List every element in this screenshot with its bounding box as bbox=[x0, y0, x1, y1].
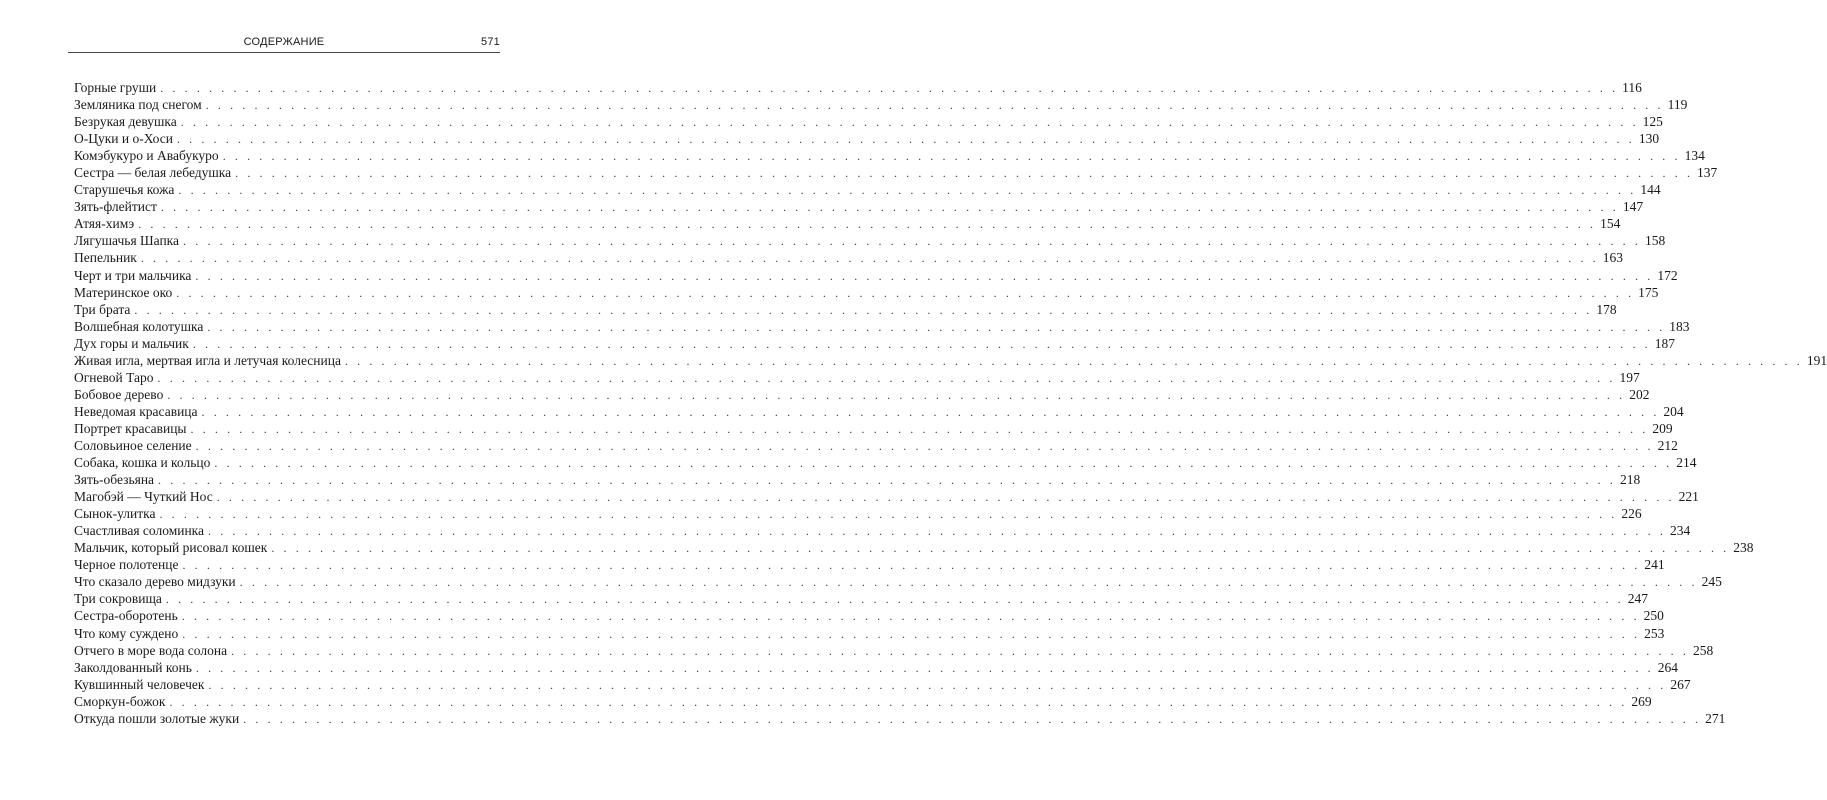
toc-entry-title: Пепельник bbox=[74, 250, 137, 266]
toc-entry bbox=[74, 471, 1641, 488]
toc-entry bbox=[74, 369, 1640, 386]
toc-entry-title: Огневой Таро bbox=[74, 369, 154, 385]
dot-leader: . . . . . . . . . . . . . . . . . . . . . . . . . . . . . . . . . . . . . . . . . . . . . . . . . . . . . . . . . . . . . . . . . . . . . . . . . . . . . . . . . . . . . . . . . . . . . . . . . . . . . . . . . . . . . . . . . . . . . . . . bbox=[344, 353, 1803, 368]
toc-entry bbox=[74, 198, 1644, 215]
dot-leader: . . . . . . . . . . . . . . . . . . . . . . . . . . . . . . . . . . . . . . . . . . . . . . . . . . . . . . . . . . . . . . . . . . . . . . . . . . . . . . . . . . . . . . . . . . . . . . . . . . . . . . . . . . . . . . . . . . . . . . . . bbox=[180, 115, 1639, 130]
toc-entry-title: Сынок-улитка bbox=[74, 506, 156, 522]
toc-entry-title: Сморкун-божок bbox=[74, 693, 166, 709]
toc-entry-page: 191 bbox=[1806, 352, 1827, 368]
toc-entry bbox=[74, 352, 1827, 369]
toc-entry-title: Счастливая соломинка bbox=[74, 523, 205, 539]
toc-entry bbox=[74, 164, 1718, 181]
toc-entry bbox=[74, 130, 1660, 147]
toc-entry bbox=[74, 573, 1722, 590]
running-head bbox=[68, 36, 500, 52]
dot-leader: . . . . . . . . . . . . . . . . . . . . . . . . . . . . . . . . . . . . . . . . . . . . . . . . . . . . . . . . . . . . . . . . . . . . . . . . . . . . . . . . . . . . . . . . . . . . . . . . . . . . . . . . . . . . . . . . . . . . . . . . bbox=[208, 524, 1666, 539]
toc-entry-title: Портрет красавицы bbox=[74, 420, 187, 436]
section-title: СОДЕРЖАНИЕ bbox=[243, 36, 325, 48]
page-number: 571 bbox=[481, 36, 500, 48]
toc-entry-page: 158 bbox=[1644, 233, 1666, 249]
toc-entry-page: 218 bbox=[1619, 472, 1641, 488]
toc-entry-page: 234 bbox=[1669, 523, 1691, 539]
table-of-contents bbox=[74, 79, 1827, 727]
dot-leader: . . . . . . . . . . . . . . . . . . . . . . . . . . . . . . . . . . . . . . . . . . . . . . . . . . . . . . . . . . . . . . . . . . . . . . . . . . . . . . . . . . . . . . . . . . . . . . . . . . . . . . . . . . . . . . . . . . . . . . . . bbox=[157, 370, 1616, 385]
dot-leader: . . . . . . . . . . . . . . . . . . . . . . . . . . . . . . . . . . . . . . . . . . . . . . . . . . . . . . . . . . . . . . . . . . . . . . . . . . . . . . . . . . . . . . . . . . . . . . . . . . . . . . . . . . . . . . . . . . . . . . . . bbox=[192, 336, 1651, 351]
toc-entry-title: Горные груши bbox=[74, 80, 157, 95]
toc-entry bbox=[74, 420, 1673, 437]
toc-entry-page: 245 bbox=[1701, 574, 1722, 590]
dot-leader: . . . . . . . . . . . . . . . . . . . . . . . . . . . . . . . . . . . . . . . . . . . . . . . . . . . . . . . . . . . . . . . . . . . . . . . . . . . . . . . . . . . . . . . . . . . . . . . . . . . . . . . . . . . . . . . . . . . . . . . . bbox=[138, 217, 1597, 232]
toc-entry-title: Мальчик, который рисовал кошек bbox=[74, 540, 268, 556]
toc-entry-title: Черт и три мальчика bbox=[74, 267, 192, 283]
toc-entry-page: 147 bbox=[1622, 199, 1644, 215]
toc-entry bbox=[74, 386, 1650, 403]
dot-leader: . . . . . . . . . . . . . . . . . . . . . . . . . . . . . . . . . . . . . . . . . . . . . . . . . . . . . . . . . . . . . . . . . . . . . . . . . . . . . . . . . . . . . . . . . . . . . . . . . . . . . . . . . . . . . . . . . . . . . . . . bbox=[195, 438, 1654, 453]
toc-entry-title: Атяя-химэ bbox=[74, 216, 135, 232]
toc-entry-page: 116 bbox=[1622, 80, 1642, 95]
toc-entry-title: Сестра — белая лебедушка bbox=[74, 165, 232, 181]
toc-entry-title: Черное полотенце bbox=[74, 557, 179, 573]
toc-entry-page: 226 bbox=[1621, 506, 1642, 522]
dot-leader: . . . . . . . . . . . . . . . . . . . . . . . . . . . . . . . . . . . . . . . . . . . . . . . . . . . . . . . . . . . . . . . . . . . . . . . . . . . . . . . . . . . . . . . . . . . . . . . . . . . . . . . . . . . . . . . . . . . . . . . . bbox=[167, 387, 1626, 402]
dot-leader: . . . . . . . . . . . . . . . . . . . . . . . . . . . . . . . . . . . . . . . . . . . . . . . . . . . . . . . . . . . . . . . . . . . . . . . . . . . . . . . . . . . . . . . . . . . . . . . . . . . . . . . . . . . . . . . . . . . . . . . . bbox=[271, 541, 1730, 556]
toc-entry bbox=[74, 335, 1675, 352]
dot-leader: . . . . . . . . . . . . . . . . . . . . . . . . . . . . . . . . . . . . . . . . . . . . . . . . . . . . . . . . . . . . . . . . . . . . . . . . . . . . . . . . . . . . . . . . . . . . . . . . . . . . . . . . . . . . . . . . . . . . . . . . bbox=[231, 643, 1689, 658]
toc-entry-page: 253 bbox=[1644, 625, 1665, 641]
toc-entry bbox=[74, 181, 1661, 198]
toc-entry-page: 183 bbox=[1669, 318, 1690, 334]
toc-entry bbox=[74, 267, 1678, 284]
toc-entry bbox=[74, 676, 1691, 693]
header-rule bbox=[68, 52, 500, 53]
toc-entry-page: 209 bbox=[1652, 420, 1673, 436]
toc-entry-title: Зять-обезьяна bbox=[74, 472, 155, 488]
dot-leader: . . . . . . . . . . . . . . . . . . . . . . . . . . . . . . . . . . . . . . . . . . . . . . . . . . . . . . . . . . . . . . . . . . . . . . . . . . . . . . . . . . . . . . . . . . . . . . . . . . . . . . . . . . . . . . . . . . . . . . . . bbox=[158, 473, 1616, 488]
toc-entry-title: Комэбукуро и Авабукуро bbox=[74, 148, 219, 164]
toc-entry-page: 214 bbox=[1676, 455, 1697, 471]
dot-leader: . . . . . . . . . . . . . . . . . . . . . . . . . . . . . . . . . . . . . . . . . . . . . . . . . . . . . . . . . . . . . . . . . . . . . . . . . . . . . . . . . . . . . . . . . . . . . . . . . . . . . . . . . . . . . . . . . . . . . . . . bbox=[205, 98, 1664, 113]
toc-entry bbox=[74, 693, 1652, 710]
toc-entry-title: Собака, кошка и кольцо bbox=[74, 455, 211, 471]
dot-leader: . . . . . . . . . . . . . . . . . . . . . . . . . . . . . . . . . . . . . . . . . . . . . . . . . . . . . . . . . . . . . . . . . . . . . . . . . . . . . . . . . . . . . . . . . . . . . . . . . . . . . . . . . . . . . . . . . . . . . . . . bbox=[243, 711, 1702, 726]
dot-leader: . . . . . . . . . . . . . . . . . . . . . . . . . . . . . . . . . . . . . . . . . . . . . . . . . . . . . . . . . . . . . . . . . . . . . . . . . . . . . . . . . . . . . . . . . . . . . . . . . . . . . . . . . . . . . . . . . . . . . . . . bbox=[195, 268, 1654, 283]
toc-entry-title: Что кому суждено bbox=[74, 625, 179, 641]
toc-entry-page: 238 bbox=[1733, 540, 1754, 556]
dot-leader: . . . . . . . . . . . . . . . . . . . . . . . . . . . . . . . . . . . . . . . . . . . . . . . . . . . . . . . . . . . . . . . . . . . . . . . . . . . . . . . . . . . . . . . . . . . . . . . . . . . . . . . . . . . . . . . . . . . . . . . . bbox=[239, 575, 1698, 590]
toc-entry-title: Отчего в море вода солона bbox=[74, 642, 228, 658]
toc-entry-title: Зять-флейтист bbox=[74, 199, 157, 215]
toc-entry bbox=[74, 642, 1714, 659]
toc-entry-title: Что сказало дерево мидзуки bbox=[74, 574, 236, 590]
toc-entry bbox=[74, 659, 1679, 676]
dot-leader: . . . . . . . . . . . . . . . . . . . . . . . . . . . . . . . . . . . . . . . . . . . . . . . . . . . . . . . . . . . . . . . . . . . . . . . . . . . . . . . . . . . . . . . . . . . . . . . . . . . . . . . . . . . . . . . . . . . . . . . . bbox=[182, 626, 1641, 641]
dot-leader: . . . . . . . . . . . . . . . . . . . . . . . . . . . . . . . . . . . . . . . . . . . . . . . . . . . . . . . . . . . . . . . . . . . . . . . . . . . . . . . . . . . . . . . . . . . . . . . . . . . . . . . . . . . . . . . . . . . . . . . . bbox=[207, 319, 1666, 334]
dot-leader: . . . . . . . . . . . . . . . . . . . . . . . . . . . . . . . . . . . . . . . . . . . . . . . . . . . . . . . . . . . . . . . . . . . . . . . . . . . . . . . . . . . . . . . . . . . . . . . . . . . . . . . . . . . . . . . . . . . . . . . . bbox=[195, 660, 1654, 675]
toc-entry bbox=[74, 488, 1699, 505]
dot-leader: . . . . . . . . . . . . . . . . . . . . . . . . . . . . . . . . . . . . . . . . . . . . . . . . . . . . . . . . . . . . . . . . . . . . . . . . . . . . . . . . . . . . . . . . . . . . . . . . . . . . . . . . . . . . . . . . . . . . . . . . bbox=[190, 421, 1649, 436]
toc-entry-title: Старушечья кожа bbox=[74, 182, 175, 198]
toc-entry-page: 187 bbox=[1654, 335, 1675, 351]
toc-entry bbox=[74, 522, 1691, 539]
dot-leader: . . . . . . . . . . . . . . . . . . . . . . . . . . . . . . . . . . . . . . . . . . . . . . . . . . . . . . . . . . . . . . . . . . . . . . . . . . . . . . . . . . . . . . . . . . . . . . . . . . . . . . . . . . . . . . . . . . . . . . . . bbox=[160, 81, 1619, 95]
dot-leader: . . . . . . . . . . . . . . . . . . . . . . . . . . . . . . . . . . . . . . . . . . . . . . . . . . . . . . . . . . . . . . . . . . . . . . . . . . . . . . . . . . . . . . . . . . . . . . . . . . . . . . . . . . . . . . . . . . . . . . . . bbox=[176, 285, 1635, 300]
toc-entry-page: 221 bbox=[1678, 489, 1699, 505]
toc-entry-page: 134 bbox=[1684, 148, 1705, 164]
dot-leader: . . . . . . . . . . . . . . . . . . . . . . . . . . . . . . . . . . . . . . . . . . . . . . . . . . . . . . . . . . . . . . . . . . . . . . . . . . . . . . . . . . . . . . . . . . . . . . . . . . . . . . . . . . . . . . . . . . . . . . . . bbox=[165, 592, 1624, 607]
toc-entry-page: 144 bbox=[1640, 182, 1661, 198]
toc-entry bbox=[74, 607, 1664, 624]
toc-entry bbox=[74, 318, 1690, 335]
dot-leader: . . . . . . . . . . . . . . . . . . . . . . . . . . . . . . . . . . . . . . . . . . . . . . . . . . . . . . . . . . . . . . . . . . . . . . . . . . . . . . . . . . . . . . . . . . . . . . . . . . . . . . . . . . . . . . . . . . . . . . . . bbox=[134, 302, 1593, 317]
toc-entry-page: 212 bbox=[1657, 437, 1678, 453]
toc-entry-title: Откуда пошли золотые жуки bbox=[74, 710, 240, 726]
dot-leader: . . . . . . . . . . . . . . . . . . . . . . . . . . . . . . . . . . . . . . . . . . . . . . . . . . . . . . . . . . . . . . . . . . . . . . . . . . . . . . . . . . . . . . . . . . . . . . . . . . . . . . . . . . . . . . . . . . . . . . . . bbox=[201, 404, 1660, 419]
dot-leader: . . . . . . . . . . . . . . . . . . . . . . . . . . . . . . . . . . . . . . . . . . . . . . . . . . . . . . . . . . . . . . . . . . . . . . . . . . . . . . . . . . . . . . . . . . . . . . . . . . . . . . . . . . . . . . . . . . . . . . . . bbox=[182, 558, 1641, 573]
toc-entry bbox=[74, 147, 1705, 164]
toc-entry-page: 130 bbox=[1638, 131, 1660, 147]
dot-leader: . . . . . . . . . . . . . . . . . . . . . . . . . . . . . . . . . . . . . . . . . . . . . . . . . . . . . . . . . . . . . . . . . . . . . . . . . . . . . . . . . . . . . . . . . . . . . . . . . . . . . . . . . . . . . . . . . . . . . . . . bbox=[159, 507, 1618, 522]
dot-leader: . . . . . . . . . . . . . . . . . . . . . . . . . . . . . . . . . . . . . . . . . . . . . . . . . . . . . . . . . . . . . . . . . . . . . . . . . . . . . . . . . . . . . . . . . . . . . . . . . . . . . . . . . . . . . . . . . . . . . . . . bbox=[214, 456, 1673, 471]
toc-entry-page: 250 bbox=[1643, 608, 1664, 624]
dot-leader: . . . . . . . . . . . . . . . . . . . . . . . . . . . . . . . . . . . . . . . . . . . . . . . . . . . . . . . . . . . . . . . . . . . . . . . . . . . . . . . . . . . . . . . . . . . . . . . . . . . . . . . . . . . . . . . . . . . . . . . . bbox=[160, 200, 1619, 215]
toc-entry bbox=[74, 590, 1649, 607]
toc-entry-page: 247 bbox=[1627, 591, 1649, 607]
toc-entry-title: Материнское око bbox=[74, 284, 173, 300]
toc-entry-title: Волшебная колотушка bbox=[74, 318, 204, 334]
toc-entry-title: Безрукая девушка bbox=[74, 114, 177, 130]
toc-entry-page: 172 bbox=[1657, 267, 1678, 283]
toc-entry-page: 269 bbox=[1631, 693, 1652, 709]
toc-entry-page: 202 bbox=[1629, 386, 1650, 402]
toc-entry-title: Дух горы и мальчик bbox=[74, 335, 189, 351]
toc-entry-title: Лягушачья Шапка bbox=[74, 233, 180, 249]
toc-entry-title: О-Цуки и о-Хоси bbox=[74, 131, 173, 147]
toc-entry bbox=[74, 625, 1665, 642]
toc-entry bbox=[74, 556, 1665, 573]
toc-entry bbox=[74, 301, 1617, 318]
toc-entry-title: Сестра-оборотень bbox=[74, 608, 178, 624]
toc-entry bbox=[74, 249, 1624, 266]
toc-entry-page: 154 bbox=[1600, 216, 1621, 232]
toc-entry bbox=[74, 437, 1678, 454]
toc-entry-page: 178 bbox=[1596, 301, 1617, 317]
toc-entry-page: 264 bbox=[1657, 659, 1679, 675]
toc-entry-page: 204 bbox=[1663, 403, 1684, 419]
toc-entry-title: Заколдованный конь bbox=[74, 659, 192, 675]
dot-leader: . . . . . . . . . . . . . . . . . . . . . . . . . . . . . . . . . . . . . . . . . . . . . . . . . . . . . . . . . . . . . . . . . . . . . . . . . . . . . . . . . . . . . . . . . . . . . . . . . . . . . . . . . . . . . . . . . . . . . . . . bbox=[176, 132, 1635, 147]
toc-entry bbox=[74, 539, 1754, 556]
toc-entry-title: Соловьиное селение bbox=[74, 437, 192, 453]
toc-entry-title: Три сокровища bbox=[74, 591, 162, 607]
dot-leader: . . . . . . . . . . . . . . . . . . . . . . . . . . . . . . . . . . . . . . . . . . . . . . . . . . . . . . . . . . . . . . . . . . . . . . . . . . . . . . . . . . . . . . . . . . . . . . . . . . . . . . . . . . . . . . . . . . . . . . . . bbox=[222, 149, 1681, 164]
toc-entry-title: Земляника под снегом bbox=[74, 97, 202, 113]
dot-leader: . . . . . . . . . . . . . . . . . . . . . . . . . . . . . . . . . . . . . . . . . . . . . . . . . . . . . . . . . . . . . . . . . . . . . . . . . . . . . . . . . . . . . . . . . . . . . . . . . . . . . . . . . . . . . . . . . . . . . . . . bbox=[183, 234, 1641, 249]
toc-entry-title: Неведомая красавица bbox=[74, 403, 198, 419]
toc-entry-page: 197 bbox=[1619, 369, 1640, 385]
dot-leader: . . . . . . . . . . . . . . . . . . . . . . . . . . . . . . . . . . . . . . . . . . . . . . . . . . . . . . . . . . . . . . . . . . . . . . . . . . . . . . . . . . . . . . . . . . . . . . . . . . . . . . . . . . . . . . . . . . . . . . . . bbox=[181, 609, 1640, 624]
toc-entry bbox=[74, 505, 1642, 522]
toc-entry bbox=[74, 403, 1684, 420]
dot-leader: . . . . . . . . . . . . . . . . . . . . . . . . . . . . . . . . . . . . . . . . . . . . . . . . . . . . . . . . . . . . . . . . . . . . . . . . . . . . . . . . . . . . . . . . . . . . . . . . . . . . . . . . . . . . . . . . . . . . . . . . bbox=[169, 694, 1628, 709]
dot-leader: . . . . . . . . . . . . . . . . . . . . . . . . . . . . . . . . . . . . . . . . . . . . . . . . . . . . . . . . . . . . . . . . . . . . . . . . . . . . . . . . . . . . . . . . . . . . . . . . . . . . . . . . . . . . . . . . . . . . . . . . bbox=[216, 490, 1675, 505]
dot-leader: . . . . . . . . . . . . . . . . . . . . . . . . . . . . . . . . . . . . . . . . . . . . . . . . . . . . . . . . . . . . . . . . . . . . . . . . . . . . . . . . . . . . . . . . . . . . . . . . . . . . . . . . . . . . . . . . . . . . . . . . bbox=[208, 677, 1667, 692]
toc-entry bbox=[74, 232, 1666, 249]
toc-entry bbox=[74, 215, 1621, 232]
toc-entry-page: 125 bbox=[1642, 114, 1663, 130]
dot-leader: . . . . . . . . . . . . . . . . . . . . . . . . . . . . . . . . . . . . . . . . . . . . . . . . . . . . . . . . . . . . . . . . . . . . . . . . . . . . . . . . . . . . . . . . . . . . . . . . . . . . . . . . . . . . . . . . . . . . . . . . bbox=[140, 251, 1599, 266]
toc-entry-title: Магобэй — Чуткий Нос bbox=[74, 489, 213, 505]
toc-entry-title: Кувшинный человечек bbox=[74, 676, 205, 692]
toc-entry-title: Живая игла, мертвая игла и летучая колесница bbox=[74, 352, 341, 368]
toc-entry bbox=[74, 113, 1663, 130]
toc-entry-page: 258 bbox=[1692, 642, 1714, 658]
toc-entry-page: 137 bbox=[1697, 165, 1718, 181]
toc-entry-page: 175 bbox=[1638, 284, 1659, 300]
toc-entry-title: Бобовое дерево bbox=[74, 386, 164, 402]
toc-entry-page: 119 bbox=[1667, 97, 1688, 113]
toc-entry bbox=[74, 710, 1726, 727]
toc-entry bbox=[74, 454, 1697, 471]
toc-entry-title: Три брата bbox=[74, 301, 131, 317]
dot-leader: . . . . . . . . . . . . . . . . . . . . . . . . . . . . . . . . . . . . . . . . . . . . . . . . . . . . . . . . . . . . . . . . . . . . . . . . . . . . . . . . . . . . . . . . . . . . . . . . . . . . . . . . . . . . . . . . . . . . . . . . bbox=[235, 166, 1694, 181]
toc-entry bbox=[74, 96, 1688, 113]
toc-entry bbox=[74, 284, 1659, 301]
toc-entry-page: 267 bbox=[1670, 676, 1691, 692]
dot-leader: . . . . . . . . . . . . . . . . . . . . . . . . . . . . . . . . . . . . . . . . . . . . . . . . . . . . . . . . . . . . . . . . . . . . . . . . . . . . . . . . . . . . . . . . . . . . . . . . . . . . . . . . . . . . . . . . . . . . . . . . bbox=[178, 183, 1637, 198]
toc-entry bbox=[74, 79, 1642, 96]
toc-entry-page: 271 bbox=[1705, 710, 1726, 726]
toc-entry-page: 241 bbox=[1644, 557, 1665, 573]
toc-entry-page: 163 bbox=[1602, 250, 1624, 266]
